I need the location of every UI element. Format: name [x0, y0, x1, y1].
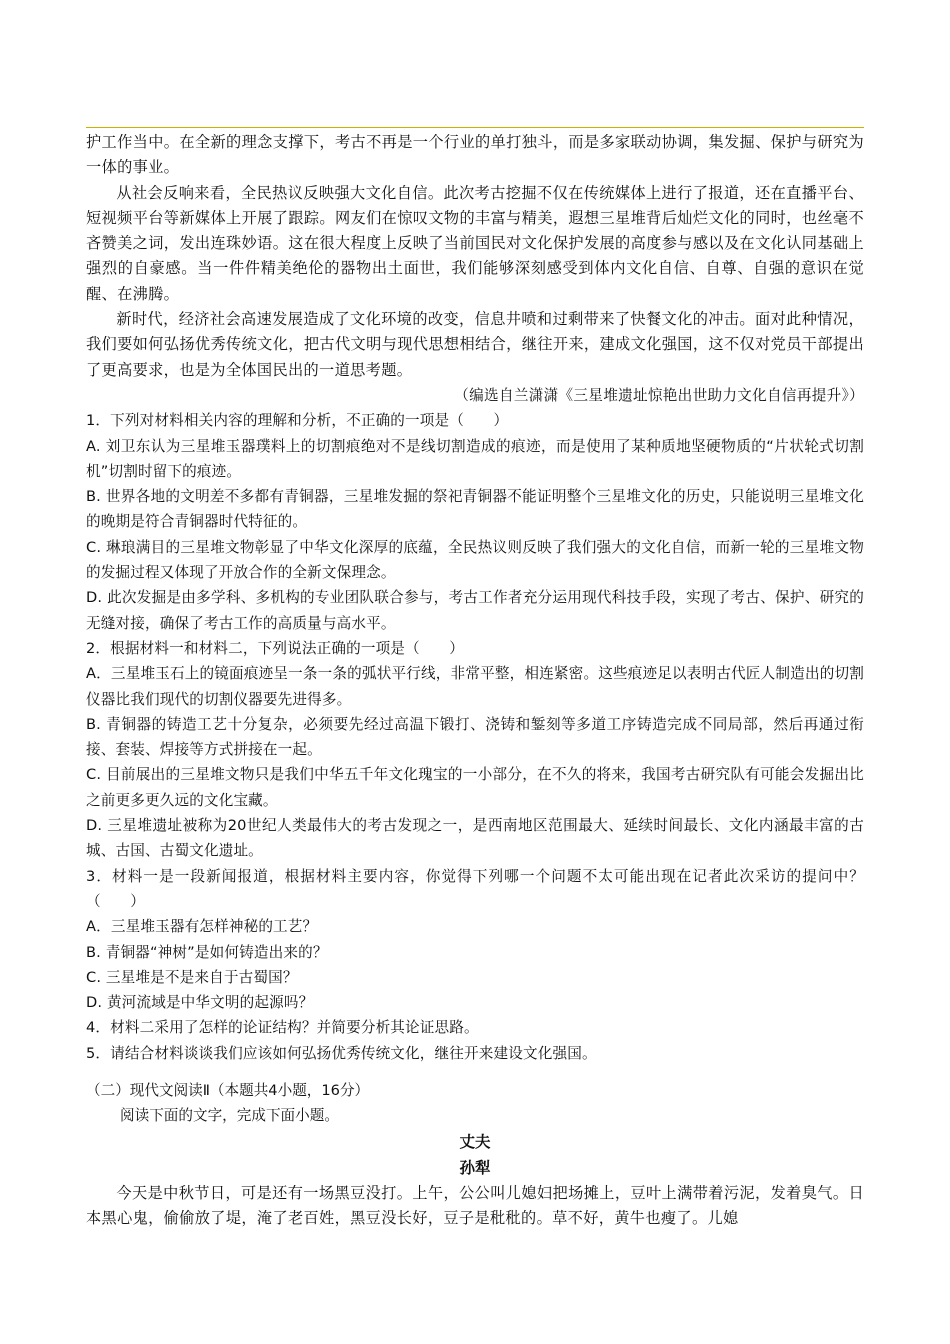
question-3-stem: 3．材料一是一段新闻报道，根据材料主要内容，你觉得下列哪一个问题不太可能出现在记者此次采访的提问中？（ ）	[86, 867, 864, 910]
question-2-option-a: A．三星堆玉石上的镜面痕迹呈一条一条的弧状平行线，非常平整，相连紧密。这些痕迹足以表明古代匠人制造出的切割仪器比我们现代的切割仪器要先进得多。	[86, 665, 864, 708]
story-title: 丈夫	[459, 1132, 491, 1151]
question-1-option-a: A. 刘卫东认为三星堆玉器璞料上的切割痕绝对不是线切割造成的痕迹，而是使用了某种质地坚硬物质的“片状轮式切割机”切割时留下的痕迹。	[86, 437, 864, 480]
question-3-option-b: B. 青铜器“神树”是如何铸造出来的？	[86, 943, 328, 961]
passage-paragraph: 新时代，经济社会高速发展造成了文化环境的改变，信息井喷和过剩带来了快餐文化的冲击。面对此种情况，我们要如何弘扬优秀传统文化，把古代文明与现代思想相结合，继往开来，建成文化强国，这不仅对党员干部提出了更高要求，也是为全体国民出的一道思考题。	[86, 310, 864, 379]
passage-source: （编选自兰潇潇《三星堆遗址惊艳出世助力文化自信再提升》）	[454, 386, 864, 404]
question-2-option-d: D. 三星堆遗址被称为20世纪人类最伟大的考古发现之一，是西南地区范围最大、延续时间最长、文化内涵最丰富的古城、古国、古蜀文化遗址。	[86, 817, 864, 860]
question-4: 4．材料二采用了怎样的论证结构？并简要分析其论证思路。	[86, 1019, 479, 1037]
question-2-stem: 2．根据材料一和材料二，下列说法正确的一项是（ ）	[86, 639, 465, 657]
question-3-option-d: D. 黄河流域是中华文明的起源吗？	[86, 994, 314, 1012]
question-5: 5．请结合材料谈谈我们应该如何弘扬优秀传统文化，继往开来建设文化强国。	[86, 1044, 597, 1062]
section-instruction: 阅读下面的文字，完成下面小题。	[120, 1107, 339, 1125]
header-rule	[86, 127, 864, 128]
question-1-stem: 1．下列对材料相关内容的理解和分析，不正确的一项是（ ）	[86, 412, 509, 430]
passage-paragraph: 护工作当中。在全新的理念支撑下，考古不再是一个行业的单打独斗，而是多家联动协调，集发掘、保护与研究为一体的事业。	[86, 133, 864, 177]
question-1-option-b: B. 世界各地的文明差不多都有青铜器，三星堆发掘的祭祀青铜器不能证明整个三星堆文化的历史，只能说明三星堆文化的晚期是符合青铜器时代特征的。	[86, 488, 864, 531]
question-3-option-c: C. 三星堆是不是来自于古蜀国？	[86, 968, 298, 986]
story-paragraph: 今天是中秋节日，可是还有一场黑豆没打。上午，公公叫儿媳妇把场摊上，豆叶上满带着污泥，发着臭气。日本黑心鬼，偷偷放了堤，淹了老百姓，黑豆没长好，豆子是秕秕的。草不好，黄牛也瘦了。儿媳	[86, 1183, 864, 1227]
section-header: （二）现代文阅读Ⅱ（本题共4小题，16分）	[86, 1081, 370, 1099]
question-1-option-c: C. 琳琅满目的三星堆文物彰显了中华文化深厚的底蕴，全民热议则反映了我们强大的文化自信，而新一轮的三星堆文物的发掘过程又体现了开放合作的全新文保理念。	[86, 538, 864, 582]
question-1-option-d: D. 此次发掘是由多学科、多机构的专业团队联合参与，考古工作者充分运用现代科技手段，实现了考古、保护、研究的无缝对接，确保了考古工作的高质量与高水平。	[86, 589, 864, 632]
passage-paragraph: 从社会反响来看，全民热议反映强大文化自信。此次考古挖掘不仅在传统媒体上进行了报道，还在直播平台、短视频平台等新媒体上开展了跟踪。网友们在惊叹文物的丰富与精美，遐想三星堆背后灿烂文化的同时，也丝毫不吝赞美之词，发出连珠妙语。这在很大程度上反映了当前国民对文化保护发展的高度参与感以及在文化认同基础上强烈的自豪感。当一件件精美绝伦的器物出土面世，我们能够深刻感受到体内文化自信、自尊、自强的意识在觉醒、在沸腾。	[86, 183, 864, 303]
spacer	[86, 1066, 864, 1078]
question-2-option-b: B. 青铜器的铸造工艺十分复杂，必须要先经过高温下锻打、浇铸和錾刻等多道工序铸造完成不同局部，然后再通过衔接、套装、焊接等方式拼接在一起。	[86, 715, 864, 759]
question-2-option-c: C. 目前展出的三星堆文物只是我们中华五千年文化瑰宝的一小部分，在不久的将来，我国考古研究队有可能会发掘出比之前更多更久远的文化宝藏。	[86, 766, 864, 809]
story-author: 孙犁	[459, 1158, 491, 1177]
question-3-option-a: A．三星堆玉器有怎样神秘的工艺？	[86, 918, 318, 936]
page-content	[86, 130, 864, 1231]
